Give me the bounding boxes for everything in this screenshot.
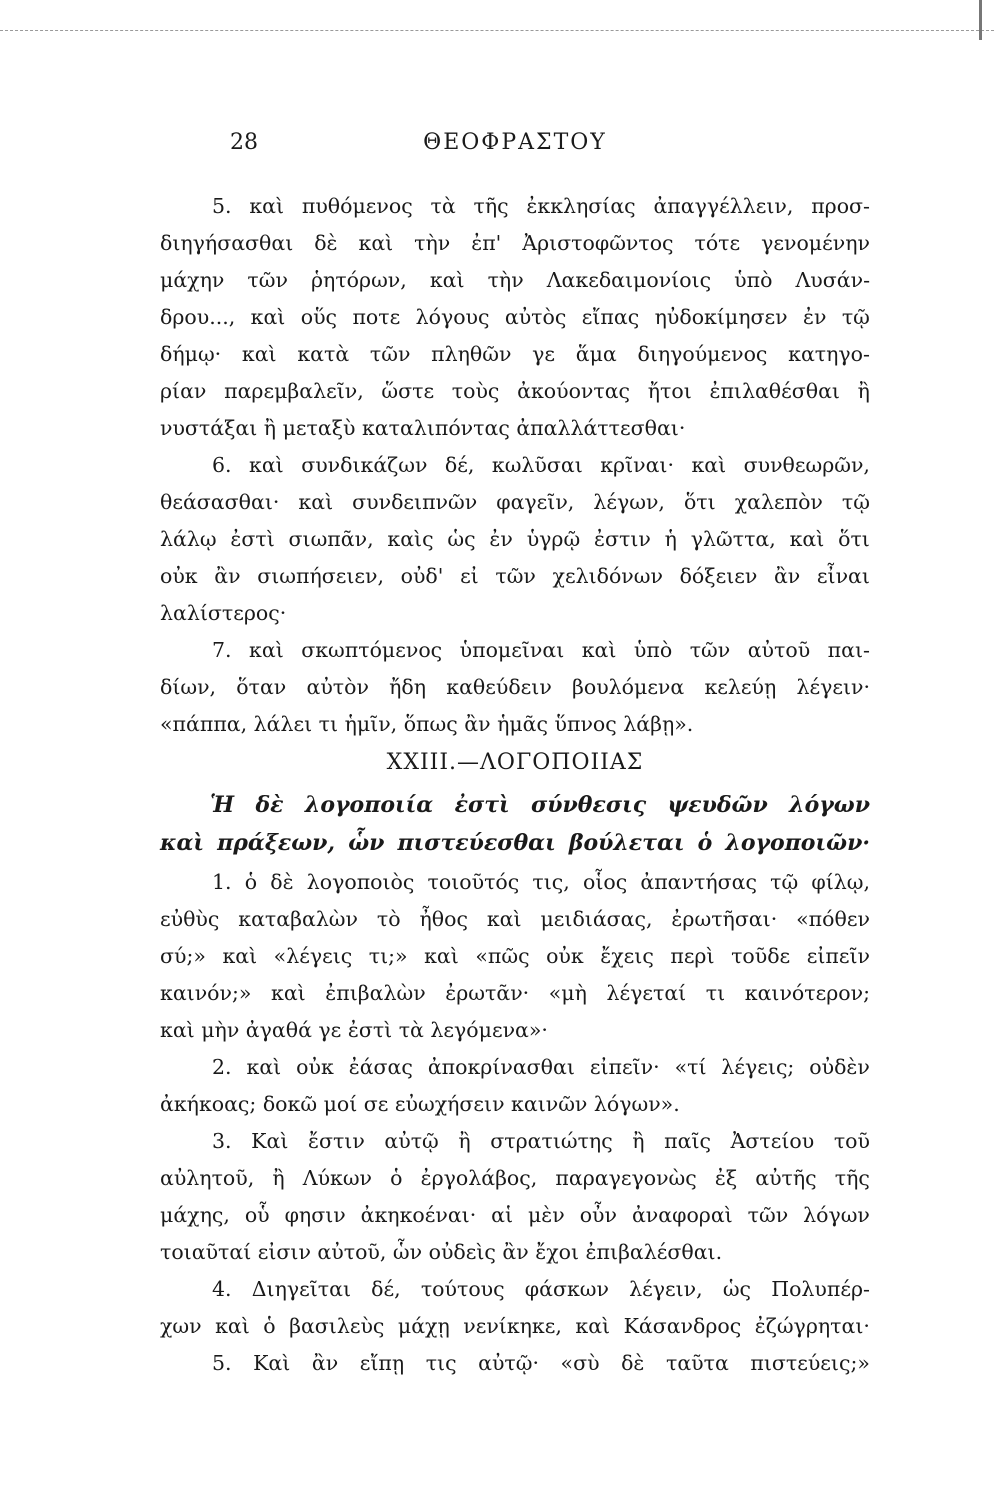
text-line: δήμῳ· καὶ κατὰ τῶν πληθῶν γε ἅμα διηγούμενος κατηγο- [160,342,870,366]
text-line: 1. ὁ δὲ λογοποιὸς τοιοῦτός τις, οἷος ἀπαντήσας τῷ φίλῳ, [212,870,870,894]
text-line: 5. καὶ πυθόμενος τὰ τῆς ἐκκλησίας ἀπαγγέλλειν, προσ- [212,194,870,218]
text-line: μάχης, οὗ φησιν ἀκηκοέναι· αἱ μὲν οὖν ἀναφοραὶ τῶν λόγων [160,1203,870,1227]
text-line: λάλῳ ἐστὶ σιωπᾶν, καὶς ὡς ἐν ὑγρῷ ἐστιν ἡ γλῶττα, καὶ ὅτι [160,527,870,551]
text-line: καινόν;» καὶ ἐπιβαλὼν ἐρωτᾶν· «μὴ λέγεταί τι καινότερον; [160,981,870,1005]
text-line: σύ;» καὶ «λέγεις τι;» καὶ «πῶς οὐκ ἔχεις περὶ τοῦδε εἰπεῖν [160,944,870,968]
text-line: αὐλητοῦ, ἢ Λύκων ὁ ἐργολάβος, παραγεγονὼς ἐξ αὐτῆς τῆς [160,1166,870,1190]
text-line: 7. καὶ σκωπτόμενος ὑπομεῖναι καὶ ὑπὸ τῶν αὐτοῦ παι- [212,638,870,662]
text-line: 4. Διηγεῖται δέ, τούτους φάσκων λέγειν, ὡς Πολυπέρ- [212,1277,870,1301]
text-line: ρίαν παρεμβαλεῖν, ὥστε τοὺς ἀκούοντας ἤτοι ἐπιλαθέσθαι ἢ [160,379,870,403]
text-line: καὶ μὴν ἀγαθά γε ἐστὶ τὰ λεγόμενα»· [160,1018,548,1042]
text-line: θεάσασθαι· καὶ συνδειπνῶν φαγεῖν, λέγων, ὅτι χαλεπὸν τῷ [160,490,870,514]
text-line: λαλίστερος· [160,601,287,625]
text-line: 6. καὶ συνδικάζων δέ, κωλῦσαι κρῖναι· καὶ συνθεωρῶν, [212,453,870,477]
text-line: τοιαῦταί εἰσιν αὐτοῦ, ὧν οὐδεὶς ἂν ἔχοι ἐπιβαλέσθαι. [160,1240,723,1264]
page-number: 28 [230,130,258,155]
text-line: δρου..., καὶ οὕς ποτε λόγους αὐτὸς εἴπας ηὐδοκίμησεν ἐν τῷ [160,305,870,329]
text-line: οὐκ ἂν σιωπήσειεν, οὐδ' εἰ τῶν χελιδόνων δόξειεν ἂν εἶναι [160,564,870,588]
text-line: δίων, ὅταν αὐτὸν ἤδη καθεύδειν βουλόμενα κελεύῃ λέγειν· [160,675,870,699]
text-line: διηγήσασθαι δὲ καὶ τὴν ἐπ' Ἀριστοφῶντος τότε γενομένην [160,231,870,255]
section-heading: XXIII.—ΛΟΓΟΠΟΙΙΑΣ [386,750,644,775]
text-line: μάχην τῶν ῥητόρων, καὶ τὴν Λακεδαιμονίοις ὑπὸ Λυσάν- [160,268,870,292]
text-line: εὐθὺς καταβαλὼν τὸ ἦθος καὶ μειδιάσας, ἐρωτῆσαι· «πόθεν [160,907,870,931]
text-line: 2. καὶ οὐκ ἐάσας ἀποκρίνασθαι εἰπεῖν· «τί λέγεις; οὐδὲν [212,1055,870,1079]
text-line: ἀκήκοας; δοκῶ μοί σε εὐωχήσειν καινῶν λόγων». [160,1092,680,1116]
text-line: «πάππα, λάλει τι ἡμῖν, ὅπως ἂν ἡμᾶς ὕπνος λάβῃ». [160,712,694,736]
text-line: 3. Καὶ ἔστιν αὐτῷ ἢ στρατιώτης ἢ παῖς Ἀστείου τοῦ [212,1129,870,1153]
book-page [160,0,870,1500]
definition-line: καὶ πράξεων, ὧν πιστεύεσθαι βούλεται ὁ λογοποιῶν· [160,830,870,856]
text-line: χων καὶ ὁ βασιλεὺς μάχῃ νενίκηκε, καὶ Κάσανδρος ἐζώγρηται· [160,1314,870,1338]
text-line: 5. Καὶ ἂν εἴπῃ τις αὐτῷ· «σὺ δὲ ταῦτα πιστεύεις;» [212,1351,870,1375]
definition-line: Ἡ δὲ λογοποιία ἐστὶ σύνθεσις ψευδῶν λόγων [210,792,870,818]
running-title: ΘΕΟΦΡΑΣΤΟΥ [423,130,607,155]
page-header [160,128,870,158]
scan-edge-right [979,0,982,40]
text-line: νυστάξαι ἢ μεταξὺ καταλιπόντας ἀπαλλάττεσθαι· [160,416,686,440]
